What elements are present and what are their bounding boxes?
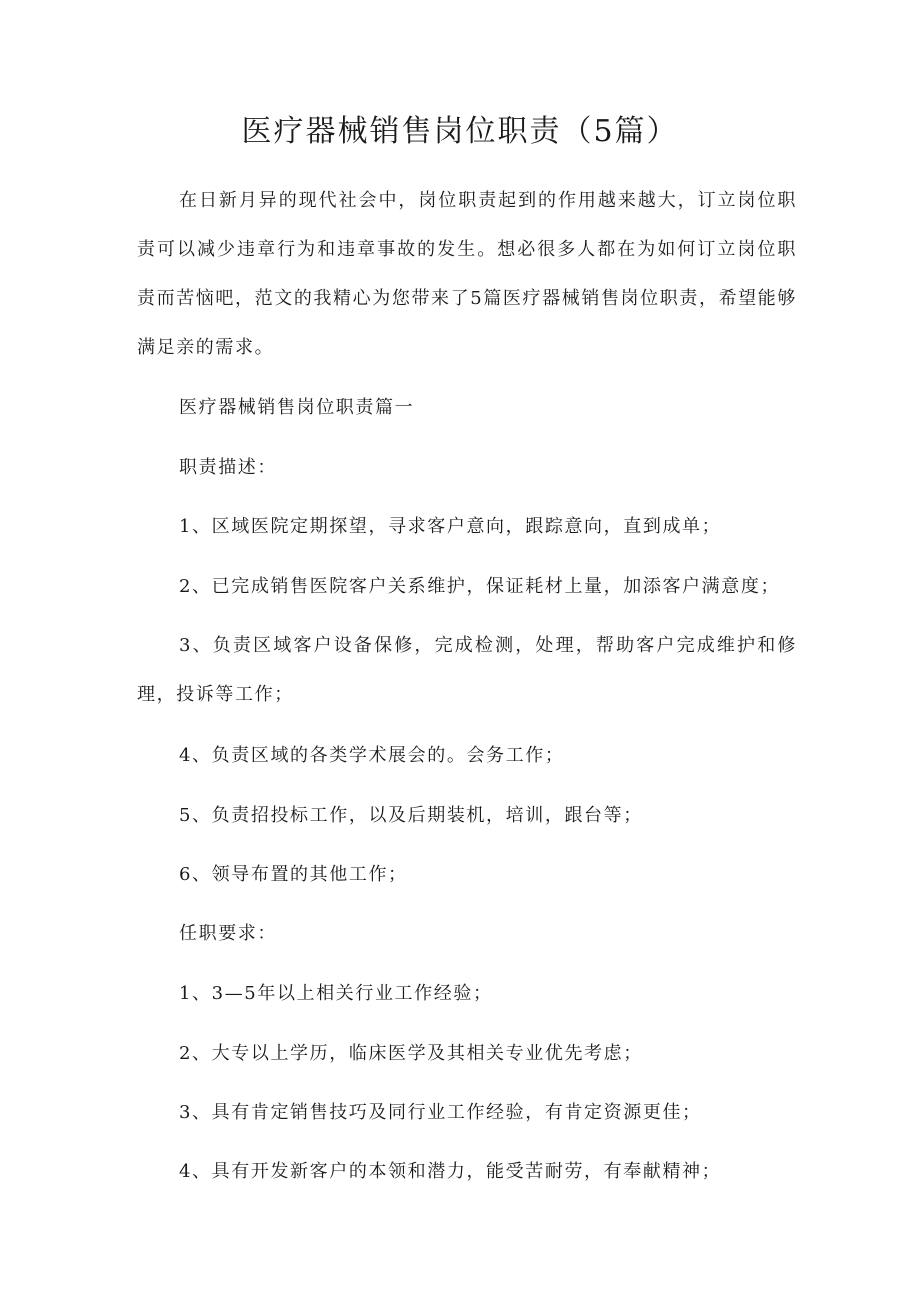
requirement-item-2: 2、大专以上学历，临床医学及其相关专业优先考虑；	[179, 1043, 643, 1064]
duty-item-4: 4、负责区域的各类学术展会的。会务工作；	[179, 745, 565, 766]
duty-item-2: 2、已完成销售医院客户关系维护，保证耗材上量，加添客户满意度；	[179, 576, 781, 597]
section-heading: 医疗器械销售岗位职责篇一	[179, 397, 415, 418]
requirement-item-4: 4、具有开发新客户的本领和潜力，能受苦耐劳，有奉献精神；	[179, 1161, 722, 1182]
duties-label: 职责描述：	[179, 457, 277, 478]
requirement-item-1: 1、3—5年以上相关行业工作经验；	[179, 983, 493, 1004]
duty-item-5: 5、负责招投标工作，以及后期装机，培训，跟台等；	[179, 805, 643, 826]
duty-item-6: 6、领导布置的其他工作；	[179, 864, 408, 885]
document-title: 医疗器械销售岗位职责（5篇）	[241, 114, 679, 149]
intro-paragraph: 在日新月异的现代社会中，岗位职责起到的作用越来越大，订立岗位职责可以减少违章行为和违章事故的发生。想必很多人都在为如何订立岗位职责而苦恼吧，范文的我精心为您带来了5篇医疗器械销售岗位职责，希望能够满足亲的需求。	[137, 190, 797, 358]
requirement-item-3: 3、具有肯定销售技巧及同行业工作经验，有肯定资源更佳；	[179, 1102, 702, 1123]
duty-item-3: 3、负责区域客户设备保修，完成检测，处理，帮助客户完成维护和修理，投诉等工作；	[137, 635, 797, 705]
requirements-label: 任职要求：	[179, 923, 277, 944]
duty-item-1: 1、区域医院定期探望，寻求客户意向，跟踪意向，直到成单；	[179, 516, 722, 537]
